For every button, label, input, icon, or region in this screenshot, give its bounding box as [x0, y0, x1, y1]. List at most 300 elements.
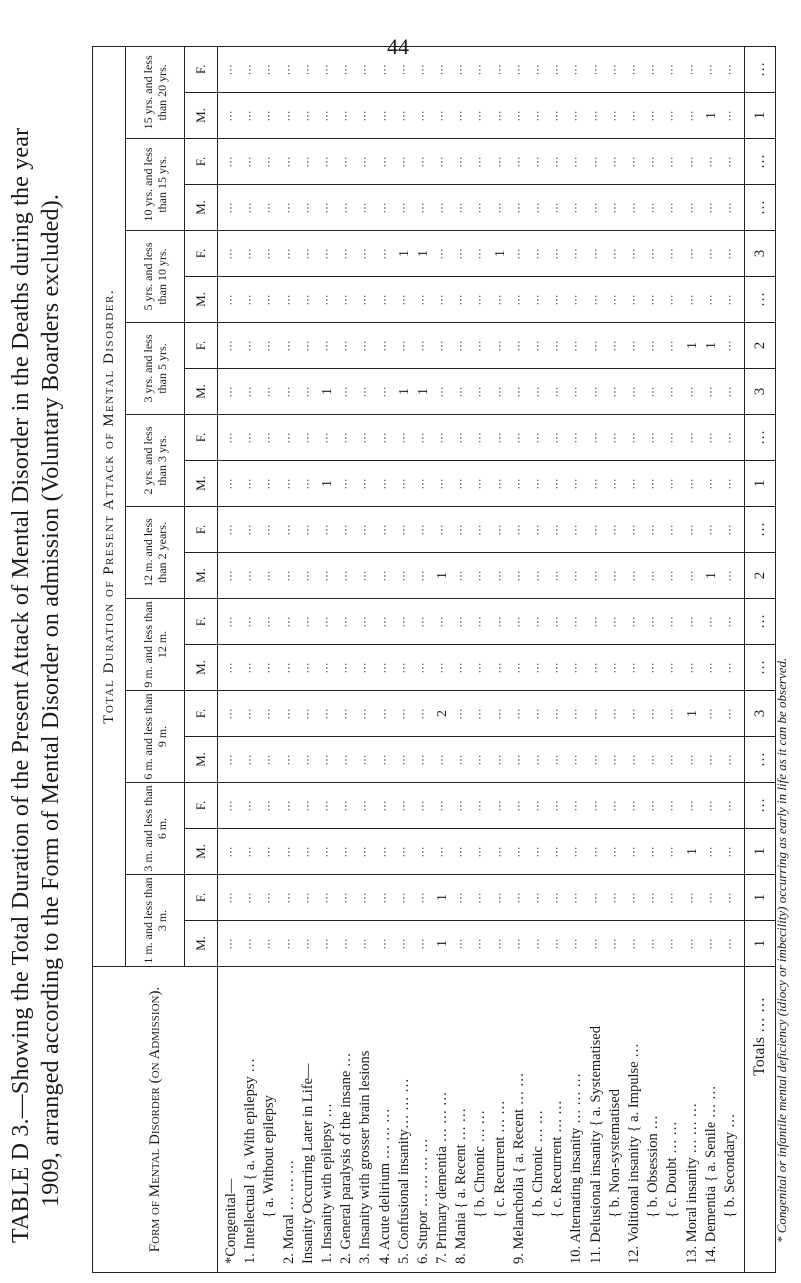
empty-cell: ⋯ [723, 339, 736, 352]
empty-cell: ⋯ [378, 523, 391, 536]
empty-cell: ⋯ [532, 109, 544, 122]
empty-cell: ⋯ [474, 707, 487, 720]
cell-value: 2 [435, 710, 451, 717]
form-label: { c. Recurrent … … [491, 1100, 508, 1218]
title-line-1: TABLE D 3.—Showing the Total Duration of the Present Attack of Mental Disorder in the Deaths during the year [8, 127, 34, 1243]
empty-cell: ⋯ [225, 615, 237, 628]
empty-cell: ⋯ [282, 477, 295, 490]
empty-cell: ⋯ [416, 431, 429, 444]
empty-cell: ⋯ [647, 109, 660, 122]
empty-cell: ⋯ [627, 569, 640, 582]
empty-cell: ⋯ [685, 661, 698, 674]
empty-cell: ⋯ [436, 247, 449, 260]
empty-cell: ⋯ [685, 63, 698, 76]
empty-cell: ⋯ [378, 661, 391, 674]
empty-cell: ⋯ [666, 753, 679, 766]
cell-value: 1 [684, 342, 700, 349]
empty-cell: ⋯ [436, 523, 449, 536]
empty-cell: ⋯ [627, 201, 640, 214]
empty-cell: ⋯ [340, 431, 353, 444]
cell-value: 1 [684, 848, 700, 855]
empty-cell: ⋯ [301, 845, 314, 858]
empty-cell: ⋯ [532, 431, 544, 444]
empty-cell: ⋯ [493, 753, 506, 766]
empty-cell: ⋯ [493, 477, 506, 490]
form-label: { b. Chronic … … [472, 1109, 489, 1218]
empty-cell: ⋯ [647, 63, 660, 76]
empty-cell: ⋯ [359, 385, 372, 398]
total-cell: … [745, 139, 776, 185]
female-header: F. [185, 231, 218, 277]
empty-cell: ⋯ [455, 799, 468, 812]
empty-cell: ⋯ [685, 201, 698, 214]
cell-value: 1 [319, 480, 335, 487]
empty-cell: ⋯ [340, 937, 353, 950]
empty-cell: ⋯ [589, 615, 602, 628]
data-column [218, 875, 745, 921]
female-header: F. [185, 323, 218, 369]
empty-cell: ⋯ [416, 753, 429, 766]
empty-cell: ⋯ [436, 201, 449, 214]
empty-cell: ⋯ [627, 845, 640, 858]
empty-cell: ⋯ [282, 615, 295, 628]
period-header: 12 m. and less than 2 years. [126, 507, 185, 599]
empty-cell: ⋯ [244, 661, 257, 674]
empty-cell: ⋯ [340, 155, 353, 168]
empty-cell: ⋯ [263, 799, 276, 812]
empty-cell: ⋯ [627, 431, 640, 444]
empty-cell: ⋯ [416, 339, 429, 352]
empty-cell: ⋯ [512, 845, 525, 858]
empty-cell: ⋯ [320, 63, 333, 76]
empty-cell: ⋯ [378, 845, 391, 858]
empty-cell: ⋯ [493, 523, 506, 536]
empty-cell: ⋯ [608, 891, 621, 904]
empty-cell: ⋯ [532, 661, 544, 674]
female-header: F. [185, 599, 218, 645]
empty-cell: ⋯ [512, 293, 525, 306]
empty-cell: ⋯ [474, 661, 487, 674]
empty-cell: ⋯ [359, 247, 372, 260]
empty-cell: ⋯ [436, 753, 449, 766]
duration-group-header: Total Duration of Present Attack of Mental Disorder. [93, 46, 126, 966]
empty-cell: ⋯ [244, 247, 257, 260]
empty-cell: ⋯ [263, 523, 276, 536]
empty-cell: ⋯ [647, 523, 660, 536]
male-header: M. [185, 553, 218, 599]
empty-cell: ⋯ [340, 109, 353, 122]
male-header: M. [185, 369, 218, 415]
empty-cell: ⋯ [340, 799, 353, 812]
empty-cell: ⋯ [397, 339, 410, 352]
empty-cell: ⋯ [666, 891, 679, 904]
empty-cell: ⋯ [225, 109, 237, 122]
data-column [218, 921, 745, 967]
empty-cell: ⋯ [512, 247, 525, 260]
empty-cell: ⋯ [474, 937, 487, 950]
total-cell: 3 [745, 369, 776, 415]
empty-cell: ⋯ [723, 201, 736, 214]
empty-cell: ⋯ [301, 247, 314, 260]
empty-cell: ⋯ [301, 293, 314, 306]
empty-cell: ⋯ [474, 891, 487, 904]
period-header: 9 m. and less than 12 m. [126, 599, 185, 691]
empty-cell: ⋯ [551, 339, 564, 352]
empty-cell: ⋯ [608, 339, 621, 352]
empty-cell: ⋯ [685, 799, 698, 812]
empty-cell: ⋯ [627, 707, 640, 720]
total-cell: 2 [745, 553, 776, 599]
empty-cell: ⋯ [359, 569, 372, 582]
empty-cell: ⋯ [666, 155, 679, 168]
empty-cell: ⋯ [474, 615, 487, 628]
empty-cell: ⋯ [378, 293, 391, 306]
total-cell: 1 [745, 875, 776, 921]
empty-cell: ⋯ [340, 615, 353, 628]
empty-cell: ⋯ [282, 293, 295, 306]
empty-cell: ⋯ [416, 477, 429, 490]
empty-cell: ⋯ [320, 339, 333, 352]
empty-cell: ⋯ [627, 109, 640, 122]
empty-cell: ⋯ [647, 385, 660, 398]
empty-cell: ⋯ [723, 523, 736, 536]
empty-cell: ⋯ [647, 799, 660, 812]
empty-cell: ⋯ [704, 201, 717, 214]
empty-cell: ⋯ [647, 247, 660, 260]
empty-cell: ⋯ [436, 385, 449, 398]
empty-cell: ⋯ [493, 799, 506, 812]
empty-cell: ⋯ [455, 155, 468, 168]
empty-cell: ⋯ [627, 523, 640, 536]
empty-cell: ⋯ [608, 845, 621, 858]
empty-cell: ⋯ [723, 845, 736, 858]
empty-cell: ⋯ [474, 431, 487, 444]
data-column [218, 231, 745, 277]
totals-label: Totals … … [745, 967, 776, 1273]
empty-cell: ⋯ [225, 569, 237, 582]
empty-cell: ⋯ [301, 569, 314, 582]
empty-cell: ⋯ [378, 569, 391, 582]
empty-cell: ⋯ [225, 247, 237, 260]
empty-cell: ⋯ [474, 293, 487, 306]
empty-cell: ⋯ [263, 661, 276, 674]
male-header: M. [185, 645, 218, 691]
total-cell: … [745, 737, 776, 783]
empty-cell: ⋯ [666, 339, 679, 352]
empty-cell: ⋯ [493, 937, 506, 950]
empty-cell: ⋯ [301, 753, 314, 766]
empty-cell: ⋯ [301, 155, 314, 168]
empty-cell: ⋯ [244, 293, 257, 306]
empty-cell: ⋯ [512, 477, 525, 490]
empty-cell: ⋯ [570, 661, 583, 674]
empty-cell: ⋯ [551, 109, 564, 122]
empty-cell: ⋯ [359, 63, 372, 76]
empty-cell: ⋯ [570, 845, 583, 858]
empty-cell: ⋯ [455, 569, 468, 582]
data-column [218, 691, 745, 737]
empty-cell: ⋯ [532, 523, 544, 536]
form-label: 7. Primary dementia … … … [434, 1091, 451, 1264]
empty-cell: ⋯ [474, 109, 487, 122]
empty-cell: ⋯ [551, 523, 564, 536]
empty-cell: ⋯ [551, 753, 564, 766]
empty-cell: ⋯ [685, 293, 698, 306]
empty-cell: ⋯ [282, 937, 295, 950]
empty-cell: ⋯ [627, 293, 640, 306]
empty-cell: ⋯ [608, 615, 621, 628]
empty-cell: ⋯ [589, 523, 602, 536]
empty-cell: ⋯ [666, 937, 679, 950]
empty-cell: ⋯ [359, 937, 372, 950]
empty-cell: ⋯ [685, 937, 698, 950]
empty-cell: ⋯ [244, 569, 257, 582]
empty-cell: ⋯ [570, 569, 583, 582]
empty-cell: ⋯ [532, 201, 544, 214]
empty-cell: ⋯ [225, 63, 237, 76]
empty-cell: ⋯ [455, 431, 468, 444]
empty-cell: ⋯ [320, 569, 333, 582]
form-labels [218, 967, 745, 1273]
empty-cell: ⋯ [704, 799, 717, 812]
data-column [218, 553, 745, 599]
empty-cell: ⋯ [320, 753, 333, 766]
empty-cell: ⋯ [225, 661, 237, 674]
empty-cell: ⋯ [723, 155, 736, 168]
empty-cell: ⋯ [474, 201, 487, 214]
empty-cell: ⋯ [493, 431, 506, 444]
empty-cell: ⋯ [378, 891, 391, 904]
cell-value: 1 [435, 572, 451, 579]
empty-cell: ⋯ [416, 201, 429, 214]
empty-cell: ⋯ [551, 431, 564, 444]
period-header: 15 yrs. and less than 20 yrs. [126, 46, 185, 138]
form-column-header: Form of Mental Disorder (on Admission). [93, 967, 218, 1273]
form-label: 10. Alternating insanity … … … [568, 1073, 585, 1264]
empty-cell: ⋯ [608, 937, 621, 950]
empty-cell: ⋯ [589, 569, 602, 582]
empty-cell: ⋯ [589, 799, 602, 812]
empty-cell: ⋯ [608, 109, 621, 122]
empty-cell: ⋯ [320, 661, 333, 674]
empty-cell: ⋯ [647, 753, 660, 766]
empty-cell: ⋯ [225, 293, 237, 306]
empty-cell: ⋯ [397, 201, 410, 214]
empty-cell: ⋯ [551, 63, 564, 76]
empty-cell: ⋯ [282, 201, 295, 214]
empty-cell: ⋯ [282, 707, 295, 720]
data-column [218, 461, 745, 507]
empty-cell: ⋯ [512, 339, 525, 352]
empty-cell: ⋯ [608, 477, 621, 490]
empty-cell: ⋯ [512, 891, 525, 904]
empty-cell: ⋯ [225, 201, 237, 214]
female-header: F. [185, 46, 218, 92]
empty-cell: ⋯ [493, 201, 506, 214]
empty-cell: ⋯ [397, 569, 410, 582]
empty-cell: ⋯ [320, 891, 333, 904]
empty-cell: ⋯ [378, 385, 391, 398]
empty-cell: ⋯ [455, 385, 468, 398]
empty-cell: ⋯ [436, 109, 449, 122]
empty-cell: ⋯ [320, 799, 333, 812]
empty-cell: ⋯ [570, 937, 583, 950]
empty-cell: ⋯ [301, 891, 314, 904]
empty-cell: ⋯ [493, 615, 506, 628]
data-column [218, 829, 745, 875]
empty-cell: ⋯ [263, 109, 276, 122]
empty-cell: ⋯ [301, 937, 314, 950]
empty-cell: ⋯ [244, 339, 257, 352]
form-label: 9. Melancholia { a. Recent … … [510, 1072, 527, 1264]
empty-cell: ⋯ [723, 753, 736, 766]
empty-cell: ⋯ [340, 63, 353, 76]
empty-cell: ⋯ [512, 523, 525, 536]
empty-cell: ⋯ [359, 201, 372, 214]
empty-cell: ⋯ [225, 937, 237, 950]
empty-cell: ⋯ [666, 845, 679, 858]
form-label: Insanity Occurring Later in Life— [299, 1063, 316, 1264]
form-label: { c. Doubt … … [664, 1121, 681, 1218]
empty-cell: ⋯ [512, 615, 525, 628]
empty-cell: ⋯ [301, 109, 314, 122]
empty-cell: ⋯ [340, 477, 353, 490]
empty-cell: ⋯ [493, 109, 506, 122]
empty-cell: ⋯ [647, 431, 660, 444]
cell-value: 1 [703, 342, 719, 349]
total-cell: … [745, 645, 776, 691]
empty-cell: ⋯ [282, 247, 295, 260]
empty-cell: ⋯ [551, 845, 564, 858]
empty-cell: ⋯ [685, 155, 698, 168]
empty-cell: ⋯ [244, 155, 257, 168]
empty-cell: ⋯ [589, 201, 602, 214]
empty-cell: ⋯ [493, 661, 506, 674]
empty-cell: ⋯ [301, 799, 314, 812]
empty-cell: ⋯ [627, 63, 640, 76]
empty-cell: ⋯ [340, 707, 353, 720]
empty-cell: ⋯ [532, 247, 544, 260]
empty-cell: ⋯ [570, 339, 583, 352]
period-header: 3 m. and less than 6 m. [126, 783, 185, 875]
empty-cell: ⋯ [263, 707, 276, 720]
empty-cell: ⋯ [589, 477, 602, 490]
empty-cell: ⋯ [704, 845, 717, 858]
empty-cell: ⋯ [627, 753, 640, 766]
empty-cell: ⋯ [551, 293, 564, 306]
empty-cell: ⋯ [244, 385, 257, 398]
empty-cell: ⋯ [570, 707, 583, 720]
empty-cell: ⋯ [666, 385, 679, 398]
empty-cell: ⋯ [704, 523, 717, 536]
empty-cell: ⋯ [570, 293, 583, 306]
cell-value: 1 [435, 940, 451, 947]
empty-cell: ⋯ [723, 661, 736, 674]
empty-cell: ⋯ [320, 155, 333, 168]
empty-cell: ⋯ [455, 753, 468, 766]
form-label: 12. Volitional insanity { a. Impulse … [625, 1043, 642, 1264]
empty-cell: ⋯ [589, 431, 602, 444]
empty-cell: ⋯ [225, 753, 237, 766]
empty-cell: ⋯ [608, 293, 621, 306]
form-label: 5. Confusional insanity… … … [395, 1078, 412, 1264]
empty-cell: ⋯ [723, 569, 736, 582]
empty-cell: ⋯ [704, 707, 717, 720]
empty-cell: ⋯ [359, 339, 372, 352]
empty-cell: ⋯ [589, 661, 602, 674]
empty-cell: ⋯ [704, 155, 717, 168]
empty-cell: ⋯ [378, 155, 391, 168]
empty-cell: ⋯ [666, 431, 679, 444]
empty-cell: ⋯ [378, 615, 391, 628]
total-cell: … [745, 185, 776, 231]
empty-cell: ⋯ [570, 247, 583, 260]
empty-cell: ⋯ [282, 155, 295, 168]
empty-cell: ⋯ [666, 293, 679, 306]
total-cell: 3 [745, 691, 776, 737]
empty-cell: ⋯ [551, 155, 564, 168]
empty-cell: ⋯ [532, 845, 544, 858]
empty-cell: ⋯ [512, 661, 525, 674]
empty-cell: ⋯ [282, 385, 295, 398]
empty-cell: ⋯ [608, 523, 621, 536]
empty-cell: ⋯ [627, 247, 640, 260]
empty-cell: ⋯ [512, 385, 525, 398]
empty-cell: ⋯ [359, 891, 372, 904]
empty-cell: ⋯ [282, 799, 295, 812]
female-header: F. [185, 691, 218, 737]
empty-cell: ⋯ [301, 431, 314, 444]
empty-cell: ⋯ [416, 615, 429, 628]
empty-cell: ⋯ [263, 891, 276, 904]
empty-cell: ⋯ [512, 753, 525, 766]
empty-cell: ⋯ [436, 661, 449, 674]
empty-cell: ⋯ [589, 109, 602, 122]
empty-cell: ⋯ [493, 385, 506, 398]
empty-cell: ⋯ [282, 891, 295, 904]
form-label: 8. Mania { a. Recent … … [453, 1108, 470, 1264]
empty-cell: ⋯ [474, 799, 487, 812]
empty-cell: ⋯ [340, 753, 353, 766]
empty-cell: ⋯ [225, 155, 237, 168]
empty-cell: ⋯ [416, 63, 429, 76]
total-cell: … [745, 783, 776, 829]
data-column [218, 415, 745, 461]
empty-cell: ⋯ [225, 385, 237, 398]
male-header: M. [185, 461, 218, 507]
empty-cell: ⋯ [570, 431, 583, 444]
empty-cell: ⋯ [282, 661, 295, 674]
period-header: 5 yrs. and less than 10 yrs. [126, 231, 185, 323]
empty-cell: ⋯ [474, 845, 487, 858]
empty-cell: ⋯ [723, 477, 736, 490]
empty-cell: ⋯ [589, 707, 602, 720]
empty-cell: ⋯ [532, 385, 544, 398]
empty-cell: ⋯ [244, 845, 257, 858]
empty-cell: ⋯ [608, 431, 621, 444]
empty-cell: ⋯ [627, 155, 640, 168]
empty-cell: ⋯ [378, 799, 391, 812]
empty-cell: ⋯ [416, 891, 429, 904]
empty-cell: ⋯ [416, 109, 429, 122]
empty-cell: ⋯ [436, 431, 449, 444]
empty-cell: ⋯ [647, 937, 660, 950]
period-header: 6 m. and less than 9 m. [126, 691, 185, 783]
empty-cell: ⋯ [455, 523, 468, 536]
empty-cell: ⋯ [647, 845, 660, 858]
empty-cell: ⋯ [244, 109, 257, 122]
empty-cell: ⋯ [301, 63, 314, 76]
